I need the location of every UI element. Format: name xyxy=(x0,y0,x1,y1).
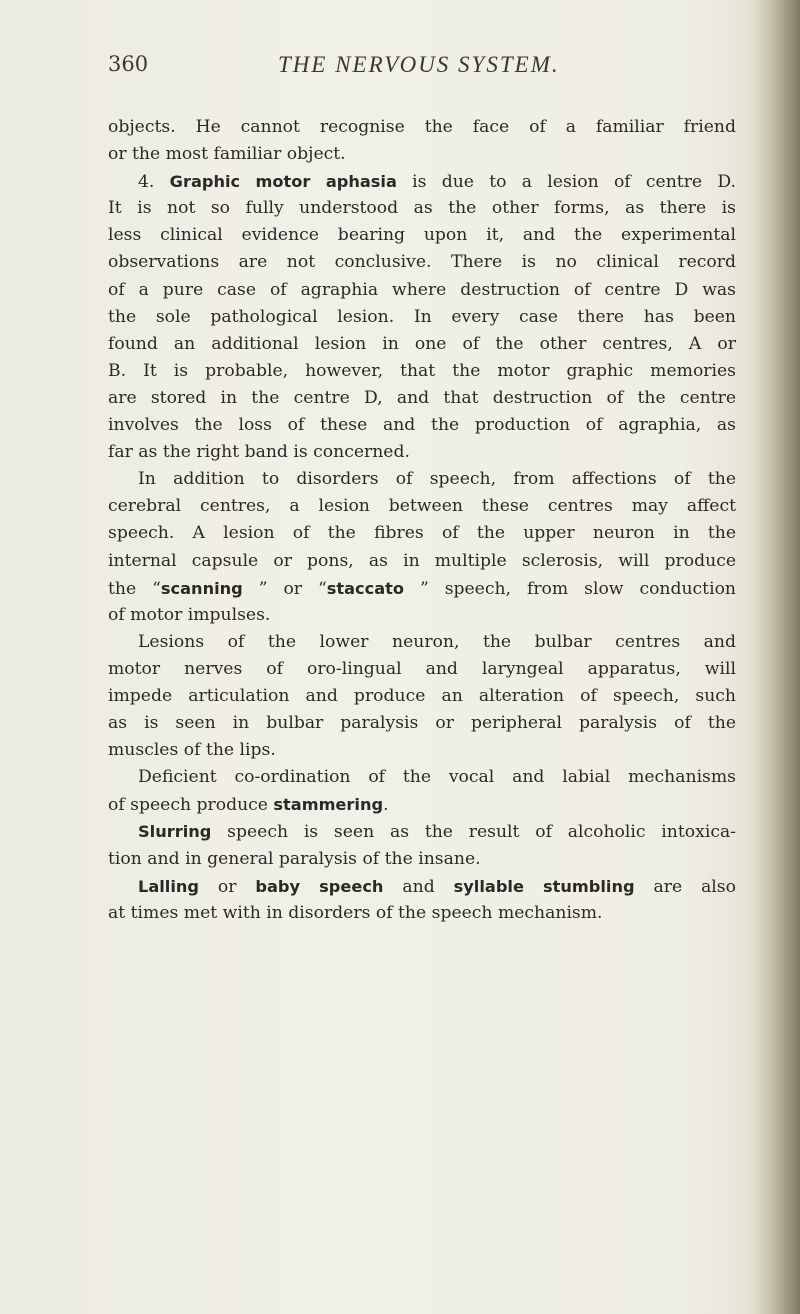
text-line xyxy=(108,900,736,927)
text-line xyxy=(108,656,736,683)
text-line xyxy=(108,818,736,845)
text-segment: the “ xyxy=(108,578,161,599)
text-segment: or xyxy=(199,876,256,897)
text-segment: as is seen in bulbar paralysis or peripheral paralysis of the xyxy=(108,713,736,734)
text-segment: found an additional lesion in one of the other centres, A or xyxy=(108,333,736,354)
text-segment: far as the right band is concerned. xyxy=(108,442,410,463)
text-line xyxy=(108,683,736,710)
text-segment: objects. He cannot recognise the face of a familiar friend xyxy=(108,117,736,137)
text-segment: observations are not conclusive. There is no clinical record xyxy=(108,252,736,273)
bold-term: syllable stumbling xyxy=(453,876,635,896)
text-line xyxy=(108,331,736,358)
text-segment: It is not so fully understood as the other forms, as there is xyxy=(108,198,736,219)
text-segment: of motor impulses. xyxy=(108,604,271,625)
text-line xyxy=(108,764,736,791)
text-segment: speech is seen as the result of alcoholic intoxica- xyxy=(211,822,736,843)
text-segment: and xyxy=(383,876,454,897)
text-line xyxy=(108,466,736,493)
text-segment: speech. A lesion of the fibres of the upper neuron in the xyxy=(108,523,736,544)
text-line xyxy=(108,439,736,466)
text-segment: less clinical evidence bearing upon it, and the experimental xyxy=(108,225,736,246)
bold-term: Lalling xyxy=(138,876,199,896)
text-line xyxy=(108,602,736,629)
text-line xyxy=(108,304,736,331)
text-segment: of a pure case of agraphia where destruction of centre D was xyxy=(108,279,736,300)
running-head: THE NERVOUS SYSTEM. xyxy=(278,52,560,77)
bold-term: baby speech xyxy=(255,876,384,896)
text-segment: are stored in the centre D, and that destruction of the centre xyxy=(108,387,736,408)
text-segment: of speech produce xyxy=(108,795,274,816)
text-segment: at times met with in disorders of the speech mechanism. xyxy=(108,902,603,923)
text-segment: ” or “ xyxy=(242,578,327,599)
page-number: 360 xyxy=(108,52,149,76)
text-segment: 4. xyxy=(138,172,170,193)
text-segment: are also xyxy=(634,876,736,897)
text-line xyxy=(108,114,736,141)
text-line xyxy=(108,277,736,304)
text-line xyxy=(108,385,736,412)
bold-term: Graphic motor aphasia xyxy=(169,172,397,192)
text-line xyxy=(108,737,736,764)
bold-term: staccato xyxy=(326,578,405,598)
text-segment: In addition to disorders of speech, from affections of the xyxy=(138,469,736,490)
text-line xyxy=(108,195,736,222)
text-line xyxy=(108,873,736,900)
text-segment: impede articulation and produce an alteration of speech, such xyxy=(108,685,736,706)
text-line xyxy=(108,412,736,439)
text-line xyxy=(108,493,736,520)
text-segment: cerebral centres, a lesion between these centres may affect xyxy=(108,496,736,517)
text-segment: tion and in general paralysis of the insane. xyxy=(108,848,481,869)
text-segment: muscles of the lips. xyxy=(108,740,276,761)
text-segment: internal capsule or pons, as in multiple sclerosis, will produce xyxy=(108,550,736,571)
text-segment: . xyxy=(383,795,389,816)
text-line xyxy=(108,520,736,547)
bold-term: Slurring xyxy=(138,822,212,842)
text-line xyxy=(108,548,736,575)
text-segment: involves the loss of these and the production of agraphia, as xyxy=(108,415,736,436)
text-line xyxy=(108,629,736,656)
text-segment: B. It is probable, however, that the motor graphic memories xyxy=(108,360,736,381)
bold-term: scanning xyxy=(160,578,243,598)
text-segment: Lesions of the lower neuron, the bulbar centres and xyxy=(138,631,736,652)
text-line xyxy=(108,249,736,276)
text-line xyxy=(108,710,736,737)
text-line xyxy=(108,222,736,249)
bold-term: stammering xyxy=(273,795,384,815)
text-line xyxy=(108,575,736,602)
text-segment: ” speech, from slow conduction xyxy=(404,578,737,599)
text-segment: Deficient co-ordination of the vocal and labial mechanisms xyxy=(138,767,736,788)
text-segment: is due to a lesion of centre D. xyxy=(396,172,736,193)
text-line xyxy=(108,168,736,195)
text-segment: motor nerves of oro-lingual and laryngeal apparatus, will xyxy=(108,658,736,679)
page-gutter-shadow xyxy=(752,0,800,1314)
text-line xyxy=(108,846,736,873)
text-segment: or the most familiar object. xyxy=(108,144,346,165)
text-segment: the sole pathological lesion. In every case there has been xyxy=(108,306,736,327)
text-line xyxy=(108,358,736,385)
text-line xyxy=(108,791,736,818)
text-line xyxy=(108,141,736,168)
body-text xyxy=(108,114,736,927)
page-header xyxy=(108,52,728,82)
